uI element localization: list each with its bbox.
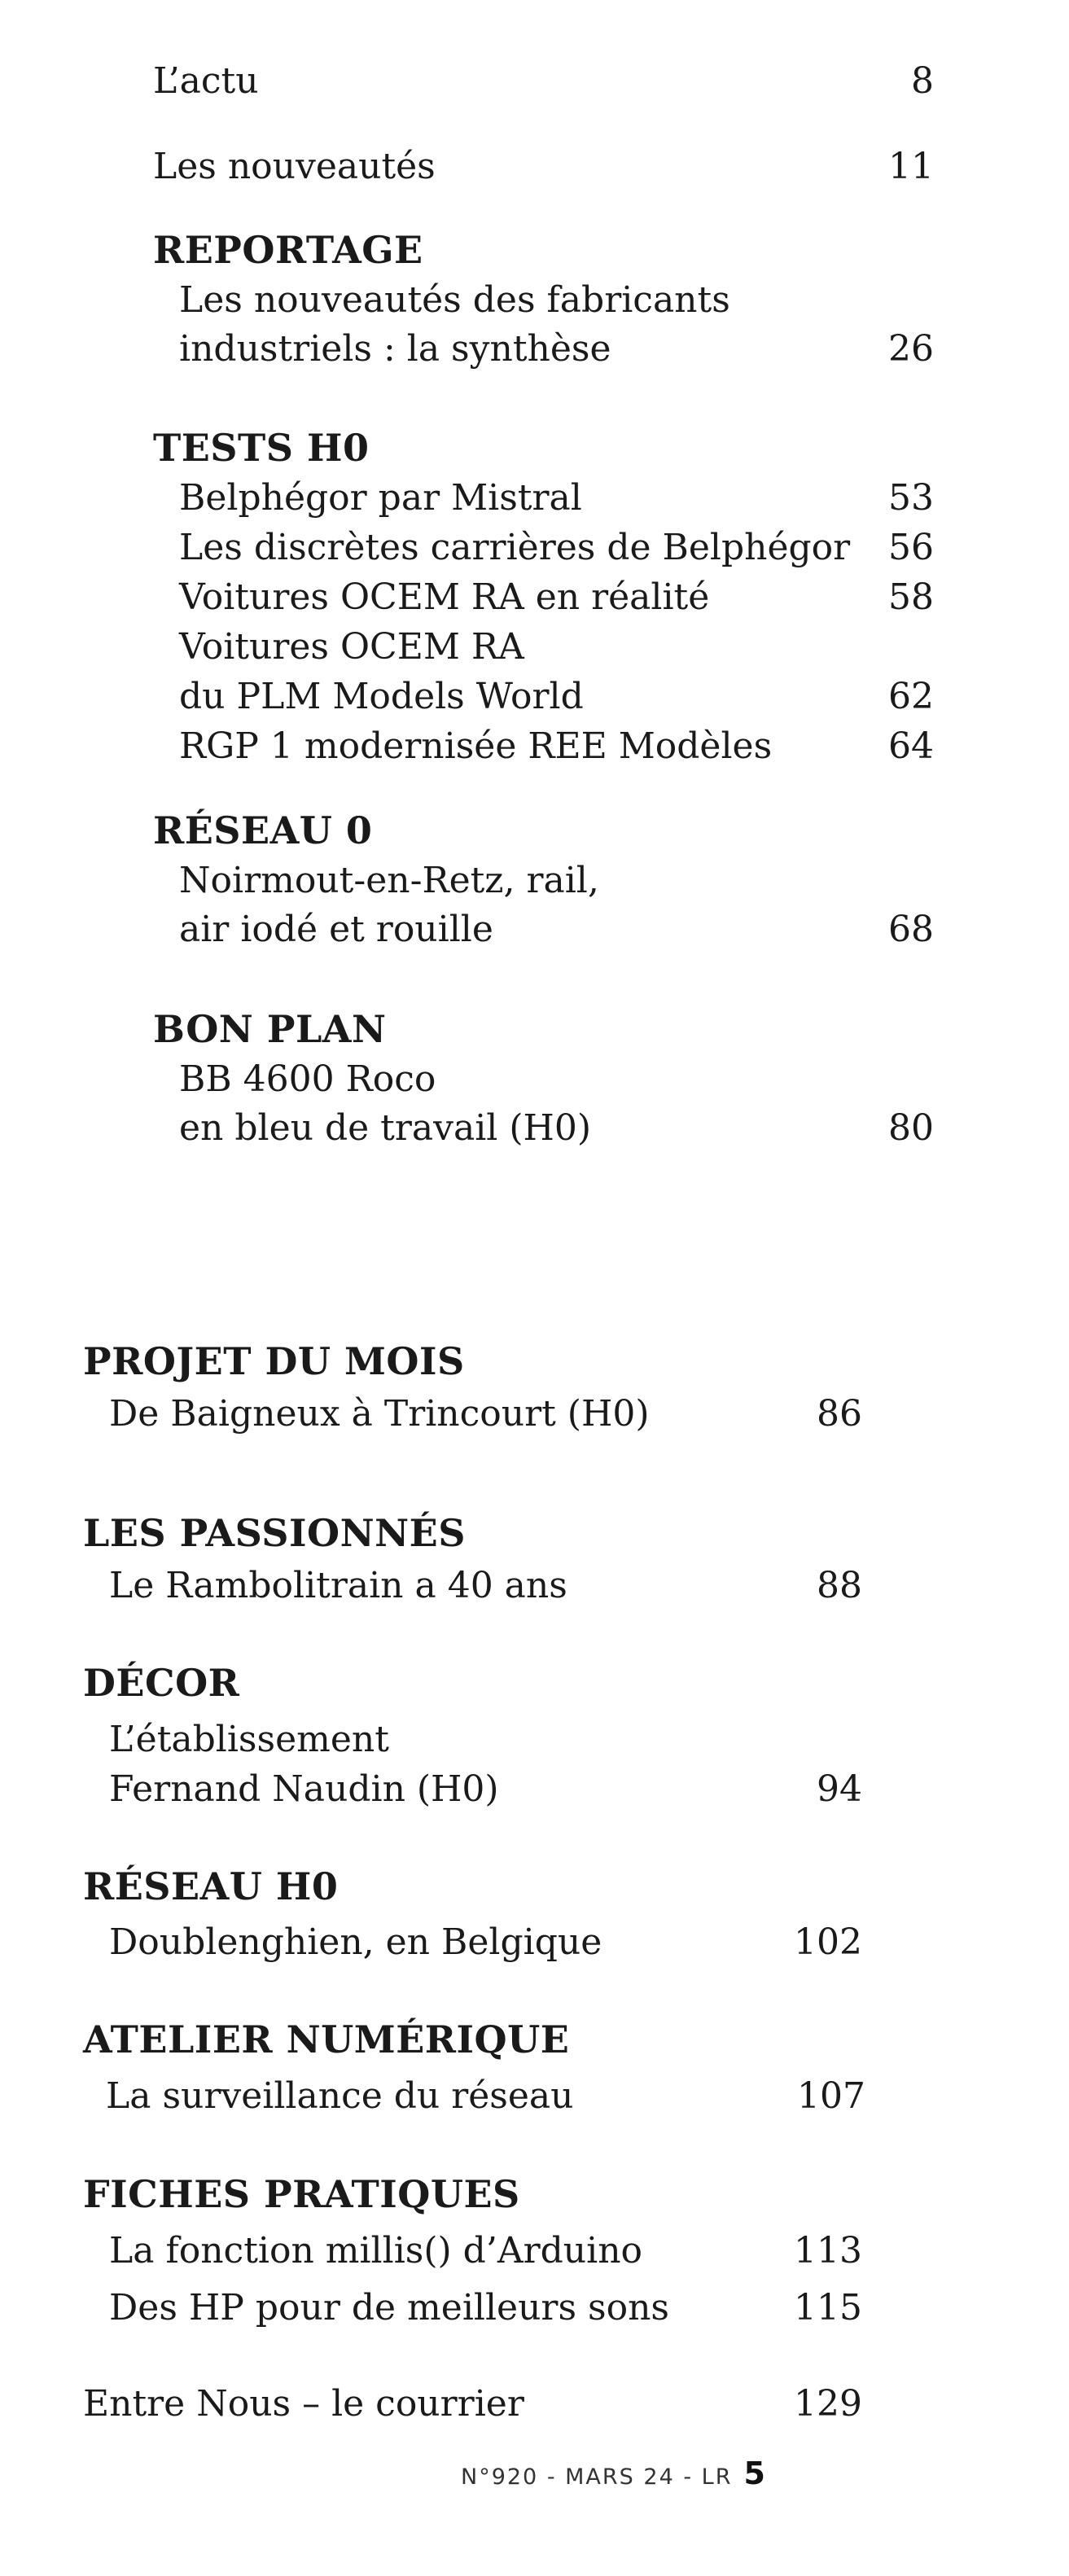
entry-title-line: Belphégor par Mistral xyxy=(179,477,582,519)
page-number: 80 xyxy=(888,1107,934,1149)
section-heading: PROJET DU MOIS xyxy=(83,1339,465,1383)
entry-title-line: BB 4600 Roco xyxy=(179,1058,436,1100)
entry-title-line: Voitures OCEM RA en réalité xyxy=(179,576,710,618)
section-heading: FICHES PRATIQUES xyxy=(83,2172,520,2216)
section-heading: DÉCOR xyxy=(83,1661,240,1705)
entry-title-line: du PLM Models World xyxy=(179,676,584,717)
entry-title: Les nouveautés xyxy=(153,146,436,187)
page-number: 88 xyxy=(817,1565,862,1606)
section-heading: ATELIER NUMÉRIQUE xyxy=(83,2017,570,2061)
page-number: 107 xyxy=(797,2075,865,2117)
page-number: 102 xyxy=(794,1921,862,1963)
page-number: 64 xyxy=(888,725,934,767)
entry-title: L’actu xyxy=(153,60,259,102)
entry-title-line: De Baigneux à Trincourt (H0) xyxy=(109,1393,650,1435)
section-heading: RÉSEAU 0 xyxy=(153,808,373,852)
entry-title-line: Les discrètes carrières de Belphégor xyxy=(179,527,851,568)
page-number: 86 xyxy=(817,1393,862,1435)
entry-title-line: Les nouveautés des fabricants xyxy=(179,279,730,321)
page-number: 94 xyxy=(817,1768,862,1810)
entry-title-line: Des HP pour de meilleurs sons xyxy=(109,2287,669,2328)
section-heading: REPORTAGE xyxy=(153,228,423,272)
page-number: 62 xyxy=(888,676,934,717)
entry-title-line: air iodé et rouille xyxy=(179,909,493,950)
section-heading: RÉSEAU H0 xyxy=(83,1864,339,1908)
entry-title-line: Doublenghien, en Belgique xyxy=(109,1921,602,1963)
folio-page-number: 5 xyxy=(743,2456,765,2491)
page-number: 56 xyxy=(888,527,934,568)
page-number: 53 xyxy=(888,477,934,519)
page-number: 68 xyxy=(888,909,934,950)
entry-title-line: Le Rambolitrain a 40 ans xyxy=(109,1565,567,1606)
page-number: 58 xyxy=(888,576,934,618)
section-heading: TESTS H0 xyxy=(153,426,370,470)
entry-title-line: Voitures OCEM RA xyxy=(179,626,524,668)
entry-title-line: Fernand Naudin (H0) xyxy=(109,1768,499,1810)
entry-title: Entre Nous – le courrier xyxy=(83,2383,524,2425)
entry-title-line: Noirmout-en-Retz, rail, xyxy=(179,860,599,901)
entry-title-line: RGP 1 modernisée REE Modèles xyxy=(179,725,773,767)
entry-title-line: La surveillance du réseau xyxy=(106,2075,574,2117)
page-folio xyxy=(461,2456,765,2491)
folio-issue: N°920 - MARS 24 - LR xyxy=(461,2464,733,2490)
page-number: 26 xyxy=(888,328,934,370)
section-heading: LES PASSIONNÉS xyxy=(83,1511,466,1555)
page-number: 8 xyxy=(911,60,934,102)
page-number: 11 xyxy=(888,146,934,187)
page-number: 129 xyxy=(794,2383,862,2425)
entry-title-line: industriels : la synthèse xyxy=(179,328,611,370)
page-number: 115 xyxy=(794,2287,862,2328)
entry-title-line: L’établissement xyxy=(109,1719,389,1760)
page-number: 113 xyxy=(794,2230,862,2272)
entry-title-line: en bleu de travail (H0) xyxy=(179,1107,592,1149)
entry-title-line: La fonction millis() d’Arduino xyxy=(109,2230,643,2272)
section-heading: BON PLAN xyxy=(153,1007,387,1051)
